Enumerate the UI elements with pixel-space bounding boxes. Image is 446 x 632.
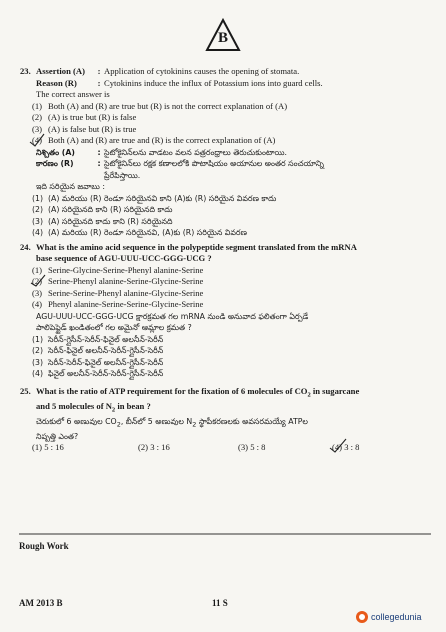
page-number: 11 S (212, 598, 228, 608)
te-option-3[interactable]: (3) సెరీన్-సెరీన్-ఫినైల్ అలనీన్-గ్లైసీన్-సెరీన్ (32, 357, 164, 367)
question-number: 24. (20, 241, 31, 252)
question-24 (20, 242, 432, 380)
option-1[interactable]: (1) Serine-Glycine-Serine-Phenyl alanine-Serine (32, 264, 204, 275)
question-text: What is the amino acid sequence in the polypeptide segment translated from the mRNA (36, 241, 357, 252)
reason-text: Cytokinins induce the influx of Potassium ions into guard cells. (104, 77, 323, 88)
te-question-text: AGU-UUU-UCC-GGG-UCG క్షారక్రమత గల mRNA నుండి అనువాద ఫలితంగా ఏర్పడే (36, 311, 309, 321)
assertion-label: Assertion (A) (36, 66, 85, 76)
question-23: 23. Assertion (A) : Application of cytokinins causes the opening of stomata. Reason (R) : Cytokinins induce the influx of Potassium ions into guard cells. The correct answer is (1) Both (A) and (R) are true but (R) is not the correct explanation of (A) (2) (A) is true but (R) is false (3) (A) is false but (R) is true (4) Both (A) and (R) are true and (R) is the correct explanation of (A) నిశ్చితం (A) : సైటోకైనిన్‌లను వాడటం వలన పత్రరంధ్రాలు తెరుచుకుంటాయి. కారణం (R) : సైటోకైనిన్‌లు రక్షక కణాలలోకి పొటాషియం అయానుల అంతర సంచయాన్ని ప్రేరేపిస్తాయి. ఇది సరియైన జవాబు : (1) (A) మరియు (R) రెండూ సరియైనవి కాని (A)కు (R) సరియైన వివరణ కాదు (2) (A) సరియైనది కాని (R) సరియైనది కాదు (3) (A) సరియైనది కాదు కాని (R) సరియైనది (4) (A) మరియు (R) రెండూ సరియైనవి, (A)కు (R) సరియైన వివరణ (20, 66, 432, 239)
te-option-3[interactable]: (3) (A) సరియైనది కాదు కాని (R) సరియైనది (32, 216, 173, 226)
te-reason-text-cont: ప్రేరేపిస్తాయి. (104, 170, 141, 180)
option-1[interactable]: (1) Both (A) and (R) are true but (R) is not the correct explanation of (A) (32, 100, 288, 111)
option-4[interactable]: (4) 3 : 8 (332, 442, 359, 454)
te-assertion-label: నిశ్చితం (A) (36, 147, 75, 157)
te-question-text-cont: పాలిపెప్టైడ్ ఖండితంలో గల అమైనో ఆమ్లాల క్రమత ? (36, 323, 192, 332)
answer-prompt: The correct answer is (36, 89, 110, 99)
brand-logo[interactable] (356, 611, 422, 623)
answer-options-row (20, 442, 432, 456)
question-number: 25. (20, 385, 31, 396)
option-2[interactable]: (2) (A) is true but (R) is false (32, 112, 137, 122)
rough-work-label: Rough Work (19, 541, 69, 551)
te-question-text-cont: నిష్పత్తి ఎంత? (36, 431, 79, 441)
brand-name: collegedunia (371, 612, 422, 622)
set-triangle (205, 18, 241, 52)
te-reason-label: కారణం (R) (36, 159, 74, 168)
divider (19, 532, 431, 536)
reason-label: Reason (R) (36, 77, 77, 88)
option-1[interactable]: (1) 5 : 16 (32, 442, 64, 453)
te-assertion-text: సైటోకైనిన్‌లను వాడటం వలన పత్రరంధ్రాలు తెరుచుకుంటాయి. (104, 147, 287, 157)
question-number: 23. (20, 66, 31, 76)
set-letter: B (217, 30, 228, 46)
te-option-1[interactable]: (1) సెరీన్-గ్లైసీన్-సెరీన్-ఫినైల్ అలనీన్-సెరీన్ (32, 334, 164, 344)
questions (20, 66, 432, 458)
option-3[interactable]: (3) Serine-Serine-Phenyl alanine-Glycine-Serine (32, 287, 204, 298)
brand-icon (356, 611, 368, 623)
te-option-2[interactable]: (2) సెరీన్-ఫినైల్ అలనీన్-సెరీన్-గ్లైసీన్-సెరీన్ (32, 346, 164, 355)
paper-code: AM 2013 B (19, 598, 63, 608)
te-reason-text: సైటోకైనిన్‌లు రక్షక కణాలలోకి పొటాషియం అయానుల అంతర సంచయాన్ని (104, 159, 324, 168)
option-4[interactable]: (4) Phenyl alanine-Serine-Serine-Glycine-Serine (32, 299, 204, 309)
option-2[interactable]: (2) Serine-Phenyl alanine-Serine-Glycine-Serine (32, 276, 204, 286)
question-25: 25. What is the ratio of ATP requirement for the fixation of 6 molecules of $CO_2$ in sugarcane and 5 molecules of $N_2$ in bean ? చెరుకులో 6 అణువుల $CO_2$, బీన్‌లో 5 అణువుల $N_2$ స్థాపీకరణలకు అవసరమయ్యే ATPల నిష్పత్తి ఎంత? (1) 5 : 16 (2) 3 : 16 (3) 5 : 8 (4) 3 : 8 (20, 386, 432, 457)
te-option-4[interactable]: (4) ఫినైల్ అలనీన్-సెరీన్-సెరీన్-గ్లైసీన్-సెరీన్ (32, 369, 164, 378)
tick-mark-icon (28, 132, 46, 148)
option-2[interactable]: (2) 3 : 16 (138, 442, 170, 453)
option-3[interactable]: (3) 5 : 8 (238, 442, 266, 453)
te-option-4[interactable]: (4) (A) మరియు (R) రెండూ సరియైనవి, (A)కు (R) సరియైన వివరణ (32, 228, 247, 237)
option-4[interactable]: (4) Both (A) and (R) are true and (R) is the correct explanation of (A) (20, 135, 432, 147)
tick-mark-icon (328, 438, 348, 454)
assertion-text: Application of cytokinins causes the opening of stomata. (104, 66, 300, 76)
tick-mark-icon (30, 274, 46, 288)
question-text-cont: base sequence of AGU-UUU-UCC-GGG-UCG ? (36, 253, 212, 263)
te-option-2[interactable]: (2) (A) సరియైనది కాని (R) సరియైనది కాదు (32, 205, 173, 214)
te-option-1[interactable]: (1) (A) మరియు (R) రెండూ సరియైనవి కాని (A)కు (R) సరియైన వివరణ కాదు (32, 193, 277, 203)
te-answer-prompt: ఇది సరియైన జవాబు : (36, 182, 105, 191)
option-3[interactable]: (3) (A) is false but (R) is true (32, 123, 137, 134)
